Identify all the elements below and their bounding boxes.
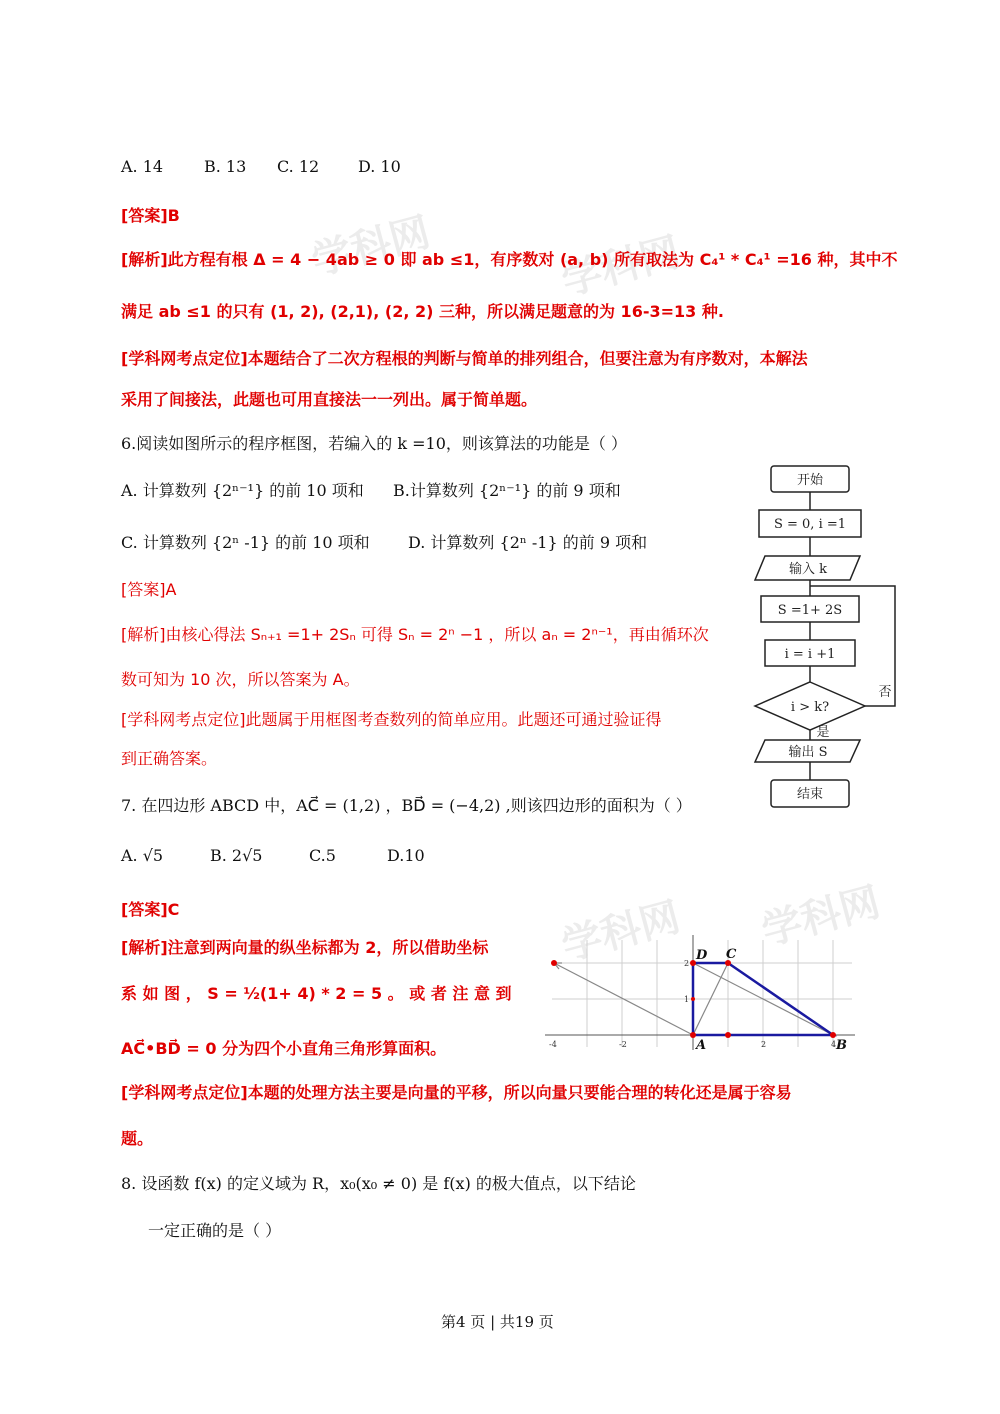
flowchart-output-label: 输出 S [788, 745, 828, 760]
graph-xtick-neg2: -2 [619, 1040, 627, 1049]
q7-option-b: B. 2√5 [210, 846, 263, 865]
flowchart-update-s-label: S =1+ 2S [777, 603, 843, 618]
q6-option-a: A. 计算数列 {2ⁿ⁻¹} 的前 10 项和 [121, 481, 364, 500]
q8-stem: 8. 设函数 f(x) 的定义域为 R，x₀(x₀ ≠ 0) 是 f(x) 的极大值点，以下结论 [121, 1174, 636, 1193]
graph-label-d: D [696, 948, 708, 963]
q5-position-line1: [学科网考点定位]本题结合了二次方程根的判断与简单的排列组合，但要注意为有序数对，本解法 [121, 349, 808, 368]
flowchart-input-label: 输入 k [788, 562, 828, 577]
flowchart-no-label: 否 [878, 685, 892, 700]
q7-analysis-line3: AC⃗•BD⃗ = 0 分为四个小直角三角形算面积。 [121, 1039, 447, 1058]
q5-position-line2: 采用了间接法，此题也可用直接法一一列出。属于简单题。 [121, 390, 538, 409]
q5-analysis-line2: 满足 ab ≤1 的只有 (1, 2), (2,1), (2, 2) 三种，所以满足题意的为 16-3=13 种. [121, 302, 724, 321]
q6-analysis-line1: [解析]由核心得法 Sₙ₊₁ =1+ 2Sₙ 可得 Sₙ = 2ⁿ −1 ，所以 aₙ = 2ⁿ⁻¹，再由循环次 [121, 625, 709, 644]
q6-position-line2: 到正确答案。 [121, 749, 218, 768]
graph-xtick-4: 4 [831, 1040, 837, 1049]
flowchart-yes-label: 是 [816, 725, 830, 740]
graph-xtick-neg4: -4 [549, 1040, 557, 1049]
graph-label-b: B [836, 1038, 847, 1053]
q5-analysis-line1: [解析]此方程有根 Δ = 4 − 4ab ≥ 0 即 ab ≤1，有序数对 (a, b) 所有取法为 C₄¹ * C₄¹ =16 种，其中不 [121, 250, 898, 269]
q6-option-c: C. 计算数列 {2ⁿ -1} 的前 10 项和 [121, 533, 370, 552]
graph-ytick-2: 2 [684, 959, 690, 968]
flowchart-update-i-label: i = i +1 [784, 647, 836, 662]
flowchart [745, 460, 905, 820]
page-footer: 第4 页 | 共19 页 [441, 1313, 554, 1331]
q5-option-c: C. 12 [277, 157, 320, 176]
q6-position-line1: [学科网考点定位]此题属于用框图考查数列的简单应用。此题还可通过验证得 [121, 710, 662, 729]
flowchart-condition-label: i > k? [790, 700, 830, 715]
q6-analysis-line2: 数可知为 10 次，所以答案为 A。 [121, 670, 360, 689]
watermark: 学科网 [306, 209, 435, 285]
q7-analysis-line2: 系 如 图 ， S = ½(1+ 4) * 2 = 5 。 或 者 注 意 到 [121, 984, 512, 1003]
q7-stem: 7. 在四边形 ABCD 中，AC⃗ = (1,2) ，BD⃗ = (−4,2) ,则该四边形的面积为（ ） [121, 796, 692, 815]
q7-answer: [答案]C [121, 900, 180, 919]
graph-xtick-2: 2 [761, 1040, 767, 1049]
q6-option-d: D. 计算数列 {2ⁿ -1} 的前 9 项和 [408, 533, 648, 552]
q5-answer: [答案]B [121, 206, 180, 225]
q7-option-a: A. √5 [121, 846, 164, 865]
vector-graph [540, 935, 860, 1060]
q7-option-c: C.5 [309, 846, 336, 865]
q5-option-d: D. 10 [358, 157, 401, 176]
q7-position-line1: [学科网考点定位]本题的处理方法主要是向量的平移，所以向量只要能合理的转化还是属于容易 [121, 1083, 792, 1102]
q7-position-line2: 题。 [121, 1129, 154, 1148]
flowchart-init-label: S = 0, i =1 [773, 517, 847, 532]
q6-answer: [答案]A [121, 580, 177, 599]
watermark: 学科网 [756, 879, 885, 955]
flowchart-end-label: 结束 [796, 787, 824, 802]
graph-label-a: A [696, 1038, 707, 1053]
q7-option-d: D.10 [387, 846, 425, 865]
watermark: 学科网 [556, 894, 685, 970]
q5-option-a: A. 14 [121, 157, 164, 176]
graph-label-c: C [726, 947, 737, 962]
q5-option-b: B. 13 [204, 157, 247, 176]
graph-ytick-1: 1 [684, 995, 690, 1004]
watermark: 学科网 [556, 229, 685, 305]
q6-option-b: B.计算数列 {2ⁿ⁻¹} 的前 9 项和 [393, 481, 621, 500]
q7-analysis-line1: [解析]注意到两向量的纵坐标都为 2，所以借助坐标 [121, 938, 489, 957]
flowchart-start-label: 开始 [796, 473, 824, 488]
q8-stem-line2: 一定正确的是（ ） [148, 1221, 282, 1240]
q6-stem: 6.阅读如图所示的程序框图，若编入的 k =10，则该算法的功能是（ ） [121, 434, 627, 453]
